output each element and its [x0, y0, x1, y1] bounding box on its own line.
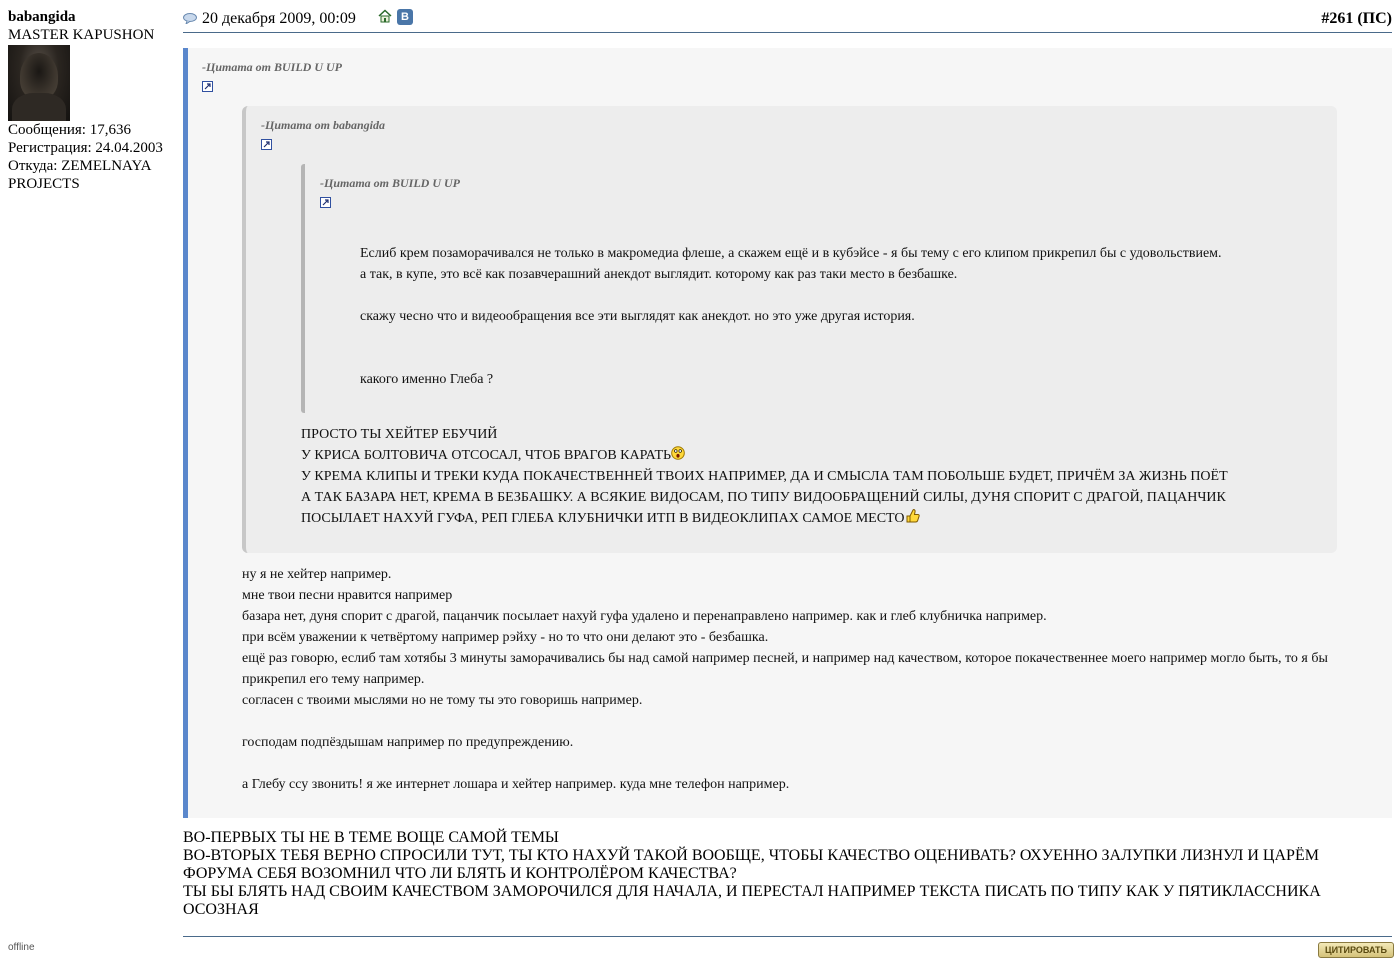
quote-line-with-smiley: [301, 508, 1228, 529]
quote-line: [242, 711, 1328, 732]
quote-line-with-smiley: [301, 445, 1228, 466]
quote-line: У КРЕМА КЛИПЫ И ТРЕКИ КУДА ПОКАЧЕСТВЕННЕЙ ТВОИХ НАПРИМЕР, ДА И СМЫСЛА ТАМ ПОБОЛЬШЕ БУДЕТ, ПРИЧЁМ ЗА ЖИЗНЬ ПОЁТ: [301, 469, 1228, 484]
online-status: offline: [8, 942, 35, 953]
post-line: ТЫ БЫ БЛЯТЬ НАД СВОИМ КАЧЕСТВОМ ЗАМОРОЧИЛСЯ ДЛЯ НАЧАЛА, И ПЕРЕСТАЛ НАПРИМЕР ТЕКСТА ПИСАТЬ ПО ТИПУ КАК У ПЯТИКЛАССНИКА: [183, 883, 1321, 900]
post-body: [183, 829, 1392, 919]
post-bubble-icon: [183, 11, 197, 22]
post-number[interactable]: [1321, 10, 1392, 28]
quote-line: согласен с твоими мыслями но не тому ты это говоришь например.: [242, 693, 643, 708]
quote-line: ПРОСТО ТЫ ХЕЙТЕР ЕБУЧИЙ: [301, 427, 498, 442]
quote-header-inner: -Цитата от BUILD U UP: [320, 176, 461, 190]
post-footer-divider: [183, 936, 1392, 937]
thumbs-up-icon: [905, 508, 919, 522]
quote-line: а так, в купе, это всё как позавчерашний анекдот выглядит. которому как раз таки место в безбашке.: [360, 267, 958, 282]
quote-line: прикрепил его тему например.: [242, 672, 425, 687]
post-line: ВО-ПЕРВЫХ ТЫ НЕ В ТЕМЕ ВОЩЕ САМОЙ ТЕМЫ: [183, 829, 559, 846]
quote-middle-text: [301, 424, 1228, 529]
quote-line: [360, 327, 1222, 348]
quote-line: ну я не хейтер например.: [242, 567, 392, 582]
quote-link-icon[interactable]: [261, 139, 272, 150]
quote-line: У КРИСА БОЛТОВИЧА ОТСОСАЛ, ЧТОБ ВРАГОВ КАРАТЬ: [301, 448, 672, 463]
vkontakte-icon[interactable]: B: [397, 9, 413, 25]
post-tag: (ПС): [1357, 10, 1392, 27]
quote-outer-text: [242, 564, 1328, 795]
post-line: ВО-ВТОРЫХ ТЕБЯ ВЕРНО СПРОСИЛИ ТУТ, ТЫ КТО НАХУЙ ТАКОЙ ВООБЩЕ, ЧТОБЫ КАЧЕСТВО ОЦЕНИВАТЬ? ОХУЕННО ЗАЛУПКИ ЛИЗНУЛ И ЦАРЁМ: [183, 847, 1319, 864]
user-message-count: Сообщения: 17,636: [8, 122, 131, 138]
quote-line: мне твои песни нравится например: [242, 588, 453, 603]
quote-line: скажу чесно что и видеообращения все эти выглядят как анекдот. но это уже другая история.: [360, 309, 915, 324]
quote-line: базара нет, дуня спорит с драгой, пацанчик посылает нахуй гуфа удалено и перенаправлено например. как и глеб клубничка например.: [242, 609, 1047, 624]
quote-line: [360, 285, 1222, 306]
user-info-panel: [8, 8, 178, 193]
home-icon[interactable]: [378, 9, 392, 23]
quote-line: ещё раз говорю, еслиб там хотябы 3 минуты заморачивались бы над самой например песней, и например над качеством, которое покачественнее моего например могло быть, то я бы: [242, 651, 1328, 666]
quote-line: А ТАК БАЗАРА НЕТ, КРЕМА В БЕЗБАШКУ. А ВСЯКИЕ ВИДОСАМ, ПО ТИПУ ВИДООБРАЩЕНИЙ СИЛЫ, ДУНЯ СПОРИТ С ДРАГОЙ, ПАЦАНЧИК: [301, 490, 1226, 505]
quote-header-middle: -Цитата от babangida: [261, 118, 386, 132]
shocked-smiley-icon: [671, 446, 685, 460]
quote-line: а Глебу ссу звонить! я же интернет лошара и хейтер например. куда мне телефон например.: [242, 777, 790, 792]
user-registration-date: Регистрация: 24.04.2003: [8, 140, 163, 156]
post-header: [183, 8, 1392, 33]
quote-line: [360, 348, 1222, 369]
avatar[interactable]: [8, 45, 70, 121]
post-line: ФОРУМА СЕБЯ ВОЗОМНИЛ ЧТО ЛИ БЛЯТЬ И КОНТРОЛЁРОМ КАЧЕСТВА?: [183, 865, 737, 882]
quote-line: [242, 753, 1328, 774]
quote-inner-text: [360, 243, 1222, 390]
user-title: MASTER KAPUSHON: [8, 27, 155, 43]
post-line: ОСОЗНАЯ: [183, 901, 259, 918]
user-location: Откуда: ZEMELNAYA PROJECTS: [8, 158, 151, 192]
quote-button[interactable]: ЦИТИРОВАТЬ: [1318, 942, 1394, 958]
quote-line: Еслиб крем позаморачивался не только в макромедиа флеше, а скажем ещё и в кубэйсе - я бы тему с его клипом прикрепил бы с удовольствием.: [360, 246, 1222, 261]
quote-header-outer: -Цитата от BUILD U UP: [202, 60, 343, 74]
post-number-value[interactable]: #261: [1321, 10, 1354, 27]
avatar-body-shape: [12, 93, 66, 121]
quote-link-icon[interactable]: [202, 81, 213, 92]
quote-line: ПОСЫЛАЕТ НАХУЙ ГУФА, РЕП ГЛЕБА КЛУБНИЧКИ ИТП В ВИДЕОКЛИПАХ САМОЕ МЕСТО: [301, 511, 905, 526]
quote-link-icon[interactable]: [320, 197, 331, 208]
quote-line: господам подпёздышам например по предупреждению.: [242, 735, 574, 750]
username-link[interactable]: babangida: [8, 9, 76, 25]
quote-line: какого именно Глеба ?: [360, 372, 494, 387]
post-date: 20 декабря 2009, 00:09: [202, 10, 356, 27]
quote-line: при всём уважении к четвёртому например рэйху - но то что они делают это - безбашка.: [242, 630, 769, 645]
